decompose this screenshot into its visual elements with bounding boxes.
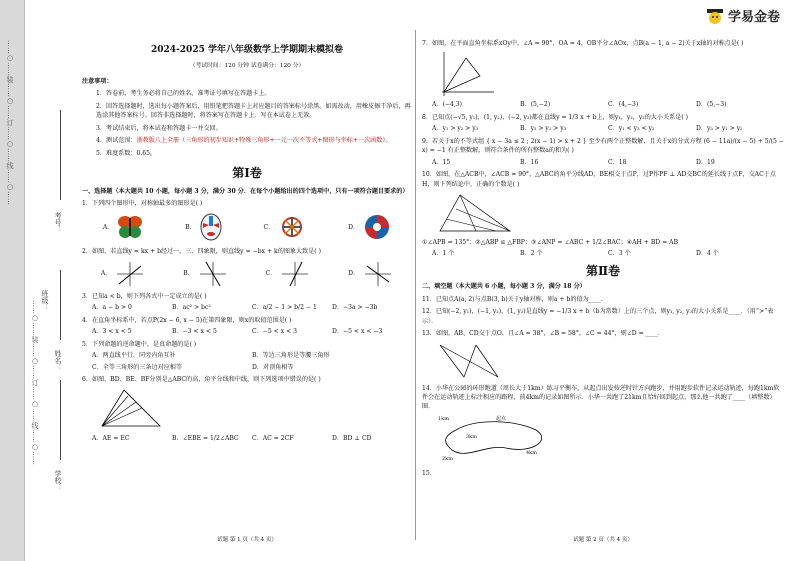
opera-mask-icon — [200, 213, 222, 241]
q7-options — [422, 100, 784, 109]
butterfly-icon — [117, 214, 143, 240]
note-4-scope: 浙教版八上全册（三角形的初步知识+特殊三角形+一元一次不等式+图形与坐标+一次函数） — [136, 137, 386, 145]
q4-opt-b: B．−3 < x < 5 — [172, 328, 217, 336]
q3-opt-a: A．a − b > 0 — [92, 304, 132, 312]
question-11: 11．已知点A(a, 2)与点B(3, b)关于y轴对称，则a + b的值为____． — [422, 295, 607, 303]
q4-options — [82, 327, 412, 336]
q5-options-ab — [82, 351, 412, 360]
q13-cross-figure — [436, 341, 506, 381]
notes-heading: 注意事项： — [82, 77, 113, 85]
q1-opt-d: D． — [348, 223, 360, 231]
volume-1-heading: 第Ⅰ卷 — [232, 165, 262, 180]
q9-opt-a: A．15 — [432, 158, 451, 166]
q5-options-cd — [82, 363, 412, 372]
question-9: 9．若关于x的不等式组 { x − 3a ≤ 2 ; 2(x − 1) > x + 2 } 至少有两个正整数解，且关于x的分式方程 (6 − 11a)/(x − 5) + 5/(5 − x) = −1 有正整数解，则符合条件的所有整数a的和为( ) — [422, 137, 784, 155]
question-8: 8．已知点(−√5, y₁)，(1, y₂)，(−2, y₃)都在直线y = 1/3 x + b上，则y₁，y₂，y₃的大小关系是( ) — [422, 113, 688, 121]
binding-inner — [24, 0, 48, 561]
q2-opt-b: B． — [183, 270, 194, 278]
question-10: 10．如图，在△ACB中，∠ACB = 90°，△ABC的角平分线AD、BE相交于点P，过P作PF ⊥ AD交BC的延长线于点F，交AC于点H，则下列结论中，正确的个数是( ) — [422, 171, 776, 188]
q10-triangle-figure — [436, 191, 516, 235]
binding-margin — [0, 0, 48, 561]
q7-opt-c: C．(4,−3) — [608, 101, 639, 109]
question-4: 4．在直角坐标系中，若点P(2x − 6, x − 5)在第四象限，则x的取值范围是( ) — [82, 316, 292, 324]
q10-statements: ①∠APB = 135°；②△ABP ≌ △FBP；③∠ANP = ∠ABC + 1/2∠BAC；④AH + BD = AB — [422, 238, 679, 246]
q1-options — [82, 210, 412, 244]
q7-opt-d: D．(5,−3) — [696, 101, 727, 109]
q2-options — [82, 259, 412, 289]
q7-opt-a: A．(−4,3) — [432, 101, 463, 109]
q7-coordinate-figure — [436, 50, 496, 98]
q5-opt-c: C．全等三角形的三条边对应相等 — [92, 363, 182, 371]
q2-opt-c: C． — [265, 270, 277, 278]
class-label: 班级： — [41, 290, 49, 311]
name-label: 姓名： — [54, 350, 62, 371]
seal-text-inner: ……○……装……○……订……○……线……○…… — [31, 300, 39, 465]
q10-opt-a: A．1 个 — [432, 250, 455, 258]
note-4 — [82, 136, 412, 145]
q3-opt-b: B．ac² > bc² — [172, 304, 211, 312]
note-3: 3．考试结束后，将本试卷和答题卡一并交回。 — [96, 124, 222, 132]
exam-no-line — [60, 110, 61, 200]
q3-options — [82, 303, 412, 312]
section-2-heading: 二、填空题（本大题共 6 小题，每小题 3 分，满分 18 分） — [422, 283, 586, 291]
q7-opt-b: B．(5,−2) — [520, 101, 551, 109]
question-1: 1．下列四个图形中，对称轴最多的图形是( ) — [82, 200, 203, 208]
q2-graph-d — [363, 260, 393, 288]
volume-2-heading: 第Ⅱ卷 — [585, 263, 621, 278]
q1-opt-b: B． — [185, 223, 196, 231]
left-page — [82, 0, 412, 561]
q9-opt-d: D．19 — [696, 158, 715, 166]
track-label-1km: 1km — [438, 415, 449, 422]
track-label-4km: 4km — [526, 449, 537, 456]
q10-opt-c: C．3 个 — [608, 250, 631, 258]
right-footer: 试题 第 2 页（共 4 页） — [573, 537, 633, 544]
q4-opt-c: C．−5 < x < 3 — [252, 328, 298, 336]
q6-opt-c: C．AC = 2CF — [252, 435, 294, 443]
q9-options — [422, 158, 784, 167]
exam-title: 2024-2025 学年八年级数学上学期期末模拟卷 — [151, 45, 343, 55]
track-label-3km: 3km — [466, 433, 477, 440]
brand-name: 学易金卷 — [727, 10, 780, 25]
page-divider — [415, 30, 416, 540]
note-1: 1．答卷前，考生务必将自己的姓名、准考证号填写在答题卡上。 — [96, 90, 271, 98]
question-2: 2．如图，若直线y = kx + b经过一、三、四象限，则直线y = −bx + k的图象大致是( ) — [82, 248, 321, 256]
q8-opt-b: B．y₂ > y₁ > y₃ — [520, 125, 567, 133]
q8-options — [422, 124, 784, 133]
question-3: 3．已知a < b，则下列各式中一定成立的是( ) — [82, 292, 207, 300]
q14-track-figure — [436, 414, 556, 466]
school-line — [60, 380, 61, 460]
seal-text: ……○……装……○……订……○……线……○…… — [6, 40, 14, 205]
question-5: 5．下列命题的逆命题中，是真命题的是( ) — [82, 340, 197, 348]
q5-opt-d: D．对顶角相等 — [252, 363, 294, 371]
q3-opt-d: D．−3a > −3b — [332, 304, 378, 312]
q4-opt-a: A．3 < x < 5 — [92, 328, 132, 336]
note-5: 5．难度系数：0.65。 — [96, 149, 157, 157]
q2-opt-a: A． — [100, 270, 112, 278]
q5-opt-b: B．等边三角形是等腰三角形 — [252, 352, 330, 360]
q2-graph-b — [198, 260, 228, 288]
q2-opt-d: D． — [348, 270, 360, 278]
note-4-prefix: 4．测试范围： — [96, 137, 137, 145]
q10-opt-b: B．2 个 — [520, 250, 543, 258]
left-footer: 试题 第 1 页（共 4 页） — [217, 537, 277, 544]
pinwheel-icon — [363, 213, 391, 241]
q8-opt-d: D．y₃ > y₁ > y₂ — [696, 125, 743, 133]
q10-opt-d: D．4 个 — [696, 250, 719, 258]
question-7: 7．如图，在平面直角坐标系xOy中，∠A = 90°，OA = 4，OB平分∠AOx，点B(a − 1, a − 2)关于x轴的对称点是( ) — [422, 40, 744, 47]
q6-opt-b: B．∠EBE = 1/2∠ABC — [172, 435, 239, 443]
q1-opt-a: A． — [102, 223, 114, 231]
question-12: 12．已知(−2, y₁)，(−1, y₂)，(1, y₃)是直线y = −1/3 x + b（b为常数）上的三个点，则y₁, y₂, y₃的大小关系是____．（用“>”表示）． — [422, 308, 774, 325]
note-4-suffix: 。 — [385, 137, 392, 145]
q2-graph-a — [115, 260, 145, 288]
knot-icon — [278, 213, 306, 241]
question-6: 6．如图，BD、BE、BF分别是△ABC的高、角平分线和中线，则下列选项中错误的是( ) — [82, 375, 321, 383]
note-2: 2．回答选择题时，选出每小题答案后，用铅笔把答题卡上对应题目的答案标号涂黑。如需改动，用橡皮擦干净后，再选涂其他答案标号。回答非选择题时，将答案写在答题卡上．写在本试卷上无效。 — [96, 102, 411, 120]
q6-options — [82, 434, 412, 443]
section-1-heading: 一、选择题（本大题共 10 小题，每小题 3 分，满分 30 分．在每个小题给出的四个选项中，只有一项符合题目要求的） — [82, 187, 409, 195]
q4-opt-d: D．−5 < x < −3 — [332, 328, 383, 336]
q10-options — [422, 249, 784, 258]
question-13: 13．如图，AB、CD交于点O，且∠A = 38°，∠B = 58°，∠C = 44°，则∠D = ____． — [422, 330, 664, 338]
q8-opt-c: C．y₁ < y₃ < y₂ — [608, 125, 655, 133]
q9-opt-c: C．18 — [608, 158, 627, 166]
q2-graph-c — [280, 260, 310, 288]
name-line — [60, 270, 61, 340]
question-15: 15． — [422, 469, 436, 477]
right-page — [422, 0, 784, 561]
q1-opt-c: C． — [263, 223, 275, 231]
track-label-start: 起点 — [496, 415, 507, 422]
q3-opt-c: C．a/2 − 1 > b/2 − 1 — [252, 304, 317, 312]
q6-opt-d: D．BD ⊥ CD — [332, 435, 372, 443]
school-label: 学校： — [54, 470, 62, 491]
q8-opt-a: A．y₁ > y₂ > y₃ — [432, 125, 479, 133]
q6-opt-a: A．AE = EC — [92, 435, 130, 443]
q6-triangle-figure — [96, 386, 166, 432]
question-14: 14．小华在公园的环形跑道（周长大于1km）练习平衡车，从起点出发按逆时针方向跑步，并用跑步软件记录运动轨迹，每跑1km软件会在运动轨迹上标注相应的路程，前4km的记录如图所示．小华一共跑了21km且恰好回到起点，那么他一共跑了____（填整数）圈． — [422, 384, 780, 411]
exam-subtitle: （考试时间：120 分钟 试卷满分：120 分） — [189, 62, 305, 69]
track-label-2km: 2km — [442, 455, 453, 462]
exam-no-label: 考号： — [54, 212, 62, 233]
q5-opt-a: A．两直线平行，同旁内角互补 — [92, 352, 176, 360]
q9-opt-b: B．16 — [520, 158, 539, 166]
